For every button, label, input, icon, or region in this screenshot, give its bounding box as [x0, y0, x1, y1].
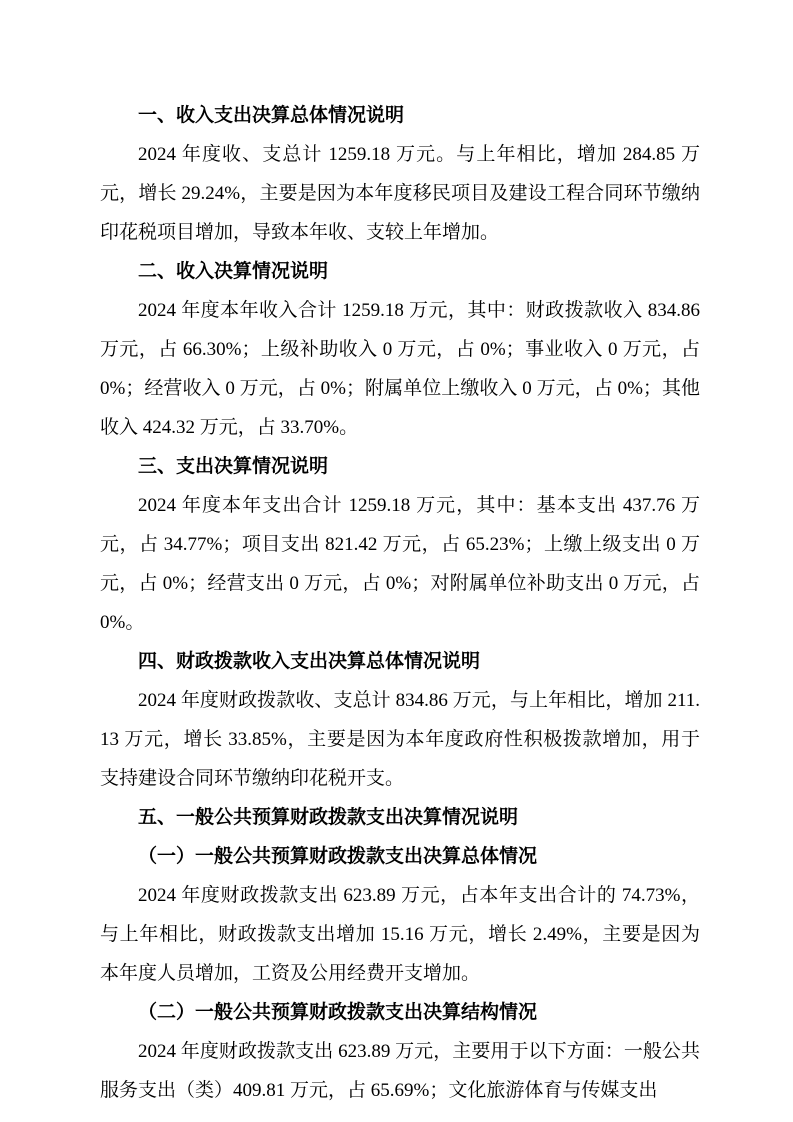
heading-fiscal-allocation-overview: 四、财政拨款收入支出决算总体情况说明	[138, 651, 481, 672]
paragraph-budget-expense-overall: 2024 年度财政拨款支出 623.89 万元，占本年支出合计的 74.73%，与上年相比，财政拨款支出增加 15.16 万元，增长 2.49%，主要是因为本年度人员增加，工资及公用经费开支增加。	[100, 885, 700, 984]
heading-income-accounts: 二、收入决算情况说明	[138, 261, 329, 282]
paragraph-budget-expense-structure: 2024 年度财政拨款支出 623.89 万元，主要用于以下方面：一般公共服务支出（类）409.81 万元，占 65.69%；文化旅游体育与传媒支出	[100, 1041, 700, 1101]
paragraph-fiscal-allocation-overview: 2024 年度财政拨款收、支总计 834.86 万元，与上年相比，增加 211.13 万元，增长 33.85%，主要是因为本年度政府性积极拨款增加，用于支持建设合同环节缴纳印花税开支。	[100, 690, 700, 789]
heading-expenditure-accounts: 三、支出决算情况说明	[138, 456, 329, 477]
paragraph-income-expense-overview: 2024 年度收、支总计 1259.18 万元。与上年相比，增加 284.85 万元，增长 29.24%，主要是因为本年度移民项目及建设工程合同环节缴纳印花税项目增加，导致本年收、支较上年增加。	[100, 144, 700, 243]
paragraph-expenditure-accounts: 2024 年度本年支出合计 1259.18 万元，其中：基本支出 437.76 万元，占 34.77%；项目支出 821.42 万元，占 65.23%；上缴上级支出 0 万元，占 0%；经营支出 0 万元，占 0%；对附属单位补助支出 0 万元，占 0%。	[100, 495, 700, 633]
heading-general-public-budget: 五、一般公共预算财政拨款支出决算情况说明	[138, 807, 519, 828]
subheading-budget-expense-overall: （一）一般公共预算财政拨款支出决算总体情况	[138, 846, 538, 867]
heading-income-expense-overview: 一、收入支出决算总体情况说明	[138, 105, 405, 126]
subheading-budget-expense-structure: （二）一般公共预算财政拨款支出决算结构情况	[138, 1002, 538, 1023]
paragraph-income-accounts: 2024 年度本年收入合计 1259.18 万元，其中：财政拨款收入 834.86 万元，占 66.30%；上级补助收入 0 万元，占 0%；事业收入 0 万元，占 0%；经营收入 0 万元，占 0%；附属单位上缴收入 0 万元，占 0%；其他收入 424.32 万元，占 33.70%。	[100, 300, 700, 438]
